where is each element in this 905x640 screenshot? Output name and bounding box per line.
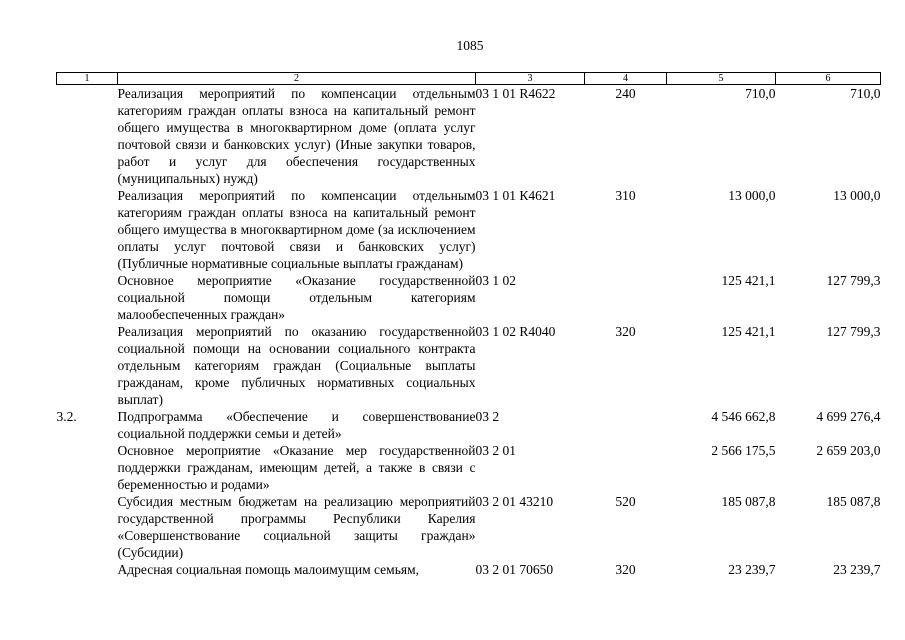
row-amount-1: 4 546 662,8 <box>711 409 776 424</box>
page-number: 1085 <box>456 38 484 53</box>
column-header: 2 <box>118 73 476 85</box>
row-amount-2: 127 799,3 <box>826 324 881 339</box>
row-code: 03 1 02 R4040 <box>475 324 556 339</box>
row-amount-1: 125 421,1 <box>721 273 776 288</box>
budget-table <box>56 72 881 578</box>
row-expense-type: 240 <box>615 86 636 101</box>
row-name: Основное мероприятие «Оказание государственной социальной помощи отдельным категориям малообеспеченных граждан» <box>117 273 476 322</box>
row-amount-1: 2 566 175,5 <box>711 443 776 458</box>
row-amount-1: 13 000,0 <box>728 188 776 203</box>
row-code: 03 2 01 43210 <box>475 494 554 509</box>
row-code: 03 1 01 К4621 <box>475 188 556 203</box>
table-row <box>57 272 881 323</box>
table-row <box>57 85 881 188</box>
row-expense-type: 320 <box>615 324 636 339</box>
row-name: Адресная социальная помощь малоимущим семьям, <box>117 562 420 577</box>
row-name: Основное мероприятие «Оказание мер государственной поддержки гражданам, имеющим детей, а также в связи с беременностью и родами» <box>117 443 476 492</box>
row-amount-2: 185 087,8 <box>826 494 881 509</box>
row-amount-1: 23 239,7 <box>728 562 776 577</box>
column-header: 1 <box>57 73 118 85</box>
row-number <box>57 187 118 272</box>
row-number <box>57 272 118 323</box>
row-expense-type <box>585 442 667 493</box>
row-code: 03 1 02 <box>475 273 516 288</box>
row-amount-2: 4 699 276,4 <box>816 409 881 424</box>
column-number-header-row <box>57 73 881 85</box>
row-code: 03 2 01 70650 <box>475 562 554 577</box>
table-row <box>57 442 881 493</box>
row-name: Реализация мероприятий по компенсации отдельным категориям граждан оплаты взноса на капитальный ремонт общего имущества в многоквартирном доме (оплата услуг почтовой связи и банковских услуг) (Иные закупки товаров, работ и услуг для обеспечения государственных (муниципальных) нужд) <box>117 86 476 186</box>
table-row <box>57 408 881 442</box>
row-expense-type <box>585 272 667 323</box>
row-name: Субсидия местным бюджетам на реализацию мероприятий государственной программы Республики Карелия «Совершенствование социальной защиты граждан» (Субсидии) <box>117 494 476 560</box>
row-amount-2: 2 659 203,0 <box>816 443 881 458</box>
row-number <box>57 561 118 578</box>
table-row <box>57 493 881 561</box>
row-code: 03 2 <box>475 409 500 424</box>
row-number <box>57 442 118 493</box>
row-expense-type: 310 <box>615 188 636 203</box>
row-expense-type <box>585 408 667 442</box>
row-name: Реализация мероприятий по оказанию государственной социальной помощи на основании социального контракта отдельным категориям граждан (Социальные выплаты гражданам, кроме публичных нормативных социальных выплат) <box>117 324 476 407</box>
row-number: 3.2. <box>56 409 77 424</box>
row-amount-1: 125 421,1 <box>721 324 776 339</box>
table-row <box>57 187 881 272</box>
row-number <box>57 85 118 188</box>
row-code: 03 1 01 R4622 <box>475 86 556 101</box>
row-number <box>57 493 118 561</box>
row-amount-2: 710,0 <box>850 86 881 101</box>
table-row <box>57 561 881 578</box>
row-amount-2: 23 239,7 <box>833 562 881 577</box>
column-header: 5 <box>667 73 776 85</box>
column-header: 4 <box>585 73 667 85</box>
row-amount-1: 185 087,8 <box>721 494 776 509</box>
row-code: 03 2 01 <box>475 443 516 458</box>
column-header: 6 <box>776 73 881 85</box>
row-expense-type: 520 <box>615 494 636 509</box>
table-row <box>57 323 881 408</box>
row-number <box>57 323 118 408</box>
row-name: Подпрограмма «Обеспечение и совершенствование социальной поддержки семьи и детей» <box>117 409 476 441</box>
column-header: 3 <box>476 73 585 85</box>
row-amount-1: 710,0 <box>745 86 776 101</box>
row-amount-2: 127 799,3 <box>826 273 881 288</box>
row-expense-type: 320 <box>615 562 636 577</box>
row-amount-2: 13 000,0 <box>833 188 881 203</box>
row-name: Реализация мероприятий по компенсации отдельным категориям граждан оплаты взноса на капитальный ремонт общего имущества в многоквартирном доме (за исключением оплаты услуг почтовой связи и банковских услуг) (Публичные нормативные социальные выплаты гражданам) <box>117 188 476 271</box>
